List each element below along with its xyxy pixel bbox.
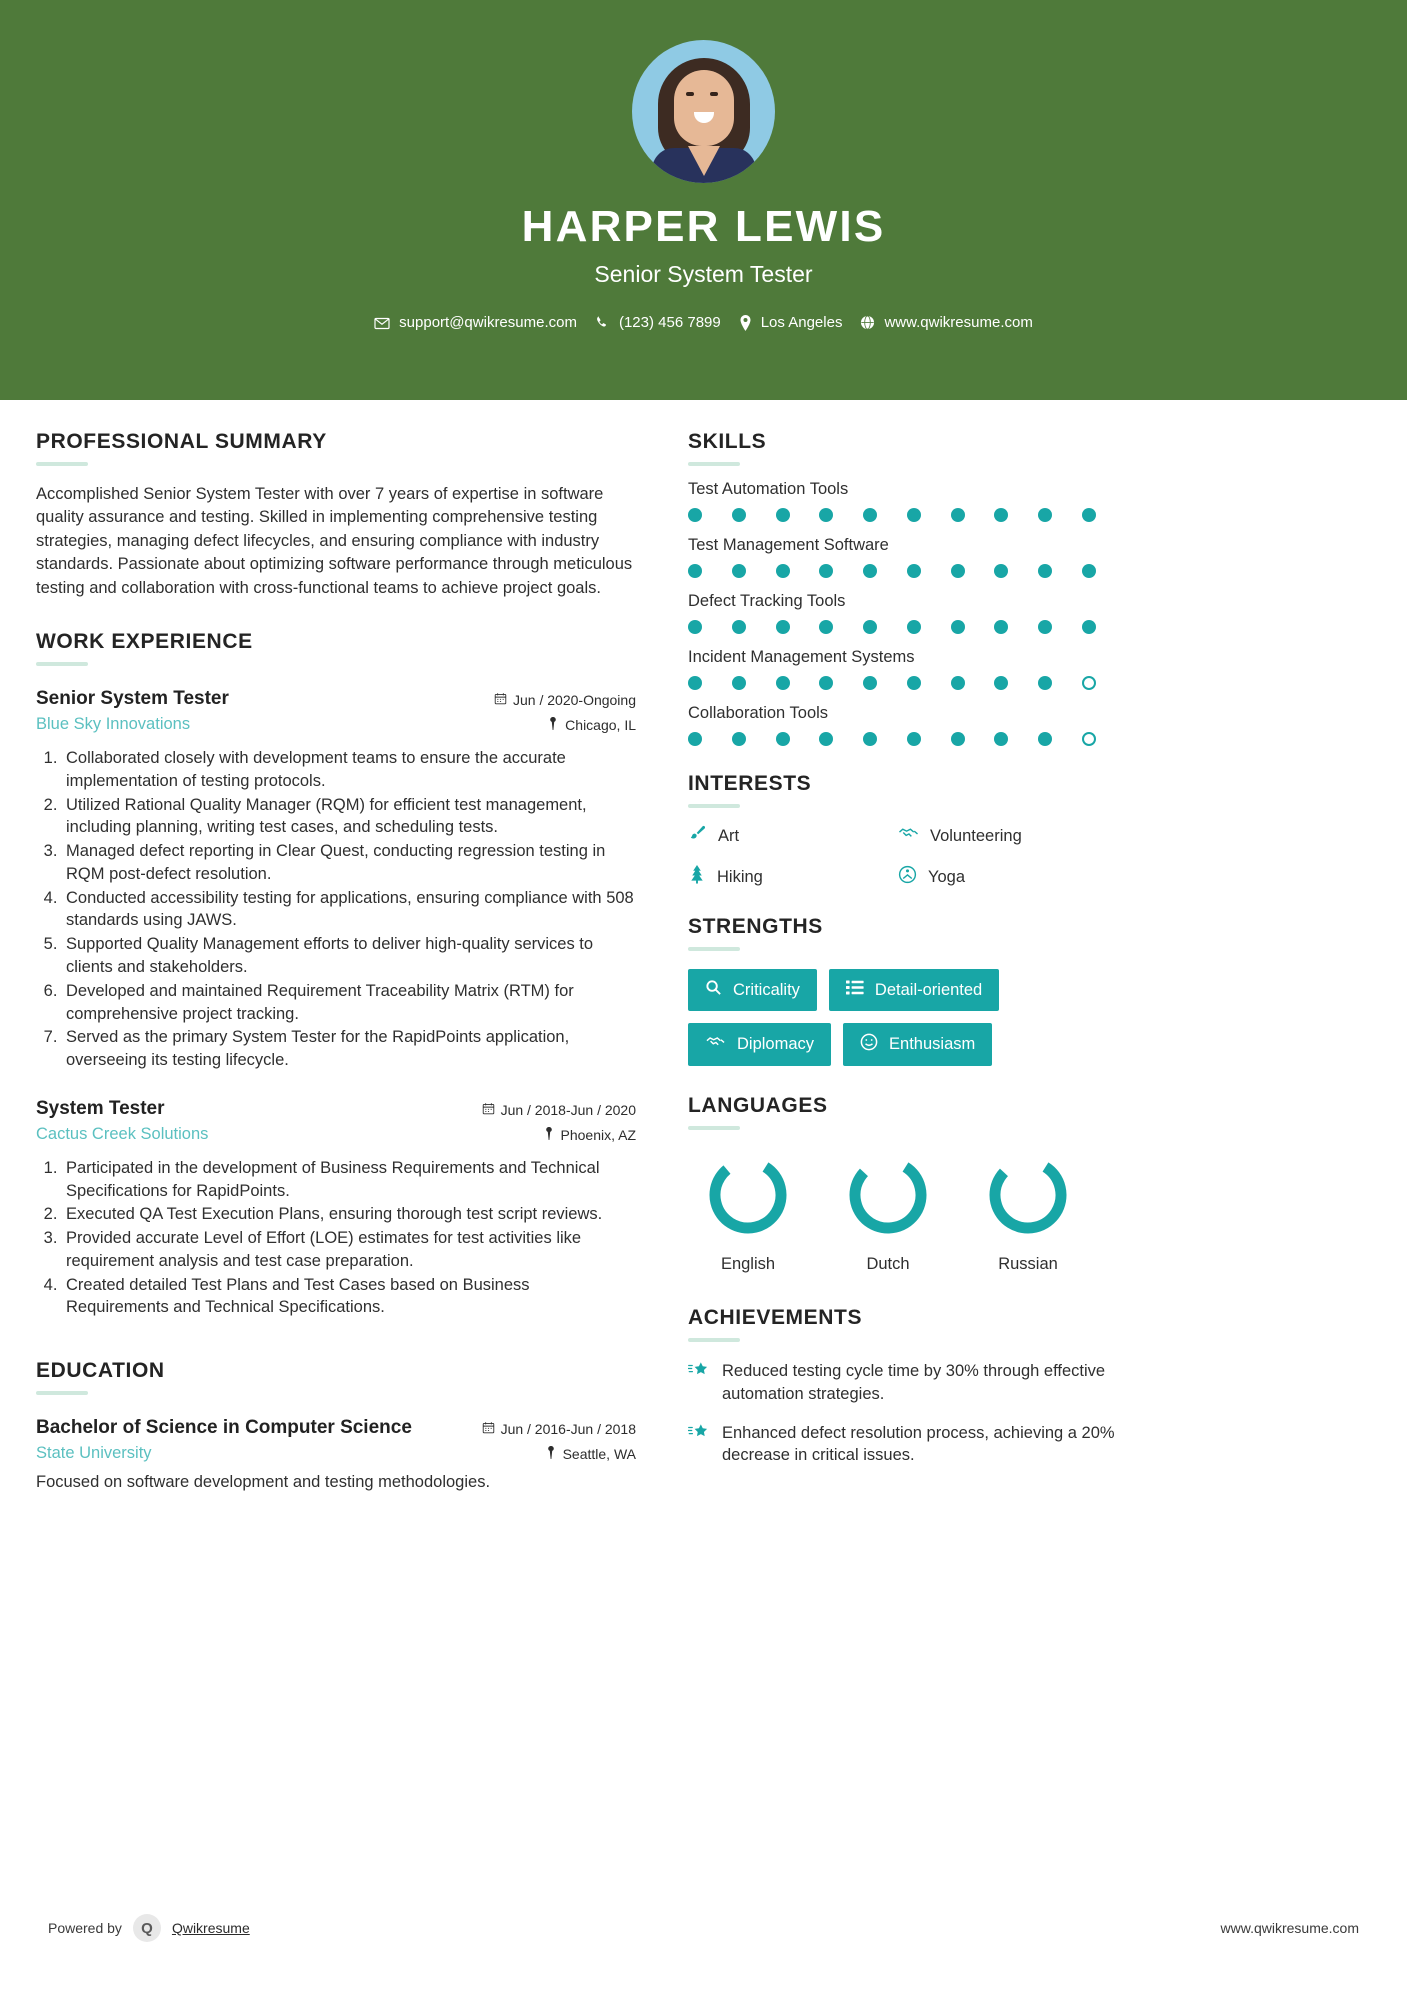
- section-achievements: [688, 1306, 1128, 1467]
- rating-dot-filled: [1038, 676, 1052, 690]
- candidate-name: HARPER LEWIS: [521, 202, 886, 251]
- rating-dot-filled: [1038, 732, 1052, 746]
- contact-row: [374, 314, 1033, 331]
- job-role: System Tester: [36, 1097, 165, 1119]
- rating-dot-filled: [732, 564, 746, 578]
- section-strengths: [688, 915, 1128, 1066]
- powered-by-label: Powered by: [48, 1920, 122, 1936]
- section-heading: INTERESTS: [688, 772, 812, 795]
- rating-dot-filled: [776, 508, 790, 522]
- rating-dot-filled: [776, 732, 790, 746]
- map-pin-icon: [543, 1127, 555, 1143]
- resume-footer: [0, 1914, 1407, 1942]
- interest-label: Art: [718, 826, 740, 845]
- rating-dot-filled: [951, 620, 965, 634]
- interest-item: [898, 865, 1128, 889]
- work-entry: [36, 688, 636, 1072]
- education-note: Focused on software development and testing methodologies.: [36, 1473, 491, 1492]
- interest-item: [898, 824, 1128, 848]
- paintbrush-icon: [688, 824, 707, 848]
- rating-dot-filled: [688, 564, 702, 578]
- rating-dot-filled: [951, 732, 965, 746]
- education-entry: [36, 1417, 636, 1492]
- rating-dot-filled: [1038, 564, 1052, 578]
- section-skills: [688, 430, 1128, 746]
- education-location: Seattle, WA: [562, 1446, 636, 1463]
- strengths-list: [688, 969, 1128, 1066]
- rating-dot-filled: [907, 620, 921, 634]
- rating-dot-filled: [819, 620, 833, 634]
- skill-item: [688, 648, 1128, 690]
- job-bullet: 4. Conducted accessibility testing for applications, ensuring compliance with 508 standards using JAWS.: [62, 887, 636, 933]
- qwikresume-link[interactable]: Qwikresume: [171, 1920, 250, 1936]
- rating-dot-filled: [688, 508, 702, 522]
- rating-dot-filled: [863, 508, 877, 522]
- rating-dot-filled: [951, 564, 965, 578]
- section-underline: [36, 462, 88, 466]
- job-bullet: 3. Managed defect reporting in Clear Quest, conducting regression testing in RQM post-defect resolution.: [62, 840, 636, 886]
- language-donut: [985, 1152, 1071, 1238]
- footer-website[interactable]: www.qwikresume.com: [1220, 1920, 1359, 1936]
- work-entry: [36, 1098, 636, 1319]
- rating-dot-filled: [819, 564, 833, 578]
- rating-dot-filled: [863, 732, 877, 746]
- calendar-icon: [482, 1421, 495, 1437]
- achievement-text: Reduced testing cycle time by 30% through effective automation strategies.: [722, 1362, 1106, 1403]
- achievement-item: [688, 1360, 1128, 1406]
- section-underline: [36, 662, 88, 666]
- contact-website-text: www.qwikresume.com: [884, 314, 1033, 331]
- job-location: Phoenix, AZ: [560, 1126, 636, 1143]
- right-column: [688, 430, 1128, 1492]
- rating-dot-filled: [688, 732, 702, 746]
- section-heading: WORK EXPERIENCE: [36, 630, 253, 654]
- section-underline: [688, 1338, 740, 1342]
- skill-rating: [688, 508, 1096, 522]
- envelope-icon: [374, 315, 390, 331]
- rating-dot-filled: [776, 620, 790, 634]
- rating-dot-filled: [863, 676, 877, 690]
- language-donut: [845, 1152, 931, 1238]
- job-company: Blue Sky Innovations: [36, 715, 191, 734]
- job-bullet: 3. Provided accurate Level of Effort (LOE) estimates for test activities like requirement analysis and test case preparation.: [62, 1227, 636, 1273]
- map-pin-icon: [545, 1446, 557, 1462]
- job-bullet: 2. Utilized Rational Quality Manager (RQM) for efficient test management, including planning, writing test cases, and scheduling tests.: [62, 794, 636, 840]
- section-professional-summary: [36, 430, 636, 600]
- section-underline: [688, 1126, 740, 1130]
- resume-body: [0, 400, 1407, 1492]
- contact-email[interactable]: [374, 314, 577, 331]
- rating-dot-filled: [1082, 620, 1096, 634]
- job-bullet: 1. Collaborated closely with development teams to ensure the accurate implementation of testing protocols.: [62, 747, 636, 793]
- rating-dot-filled: [994, 564, 1008, 578]
- skill-label: Test Automation Tools: [688, 480, 849, 498]
- job-dates: Jun / 2020-Ongoing: [513, 692, 636, 709]
- contact-location: [739, 314, 843, 331]
- strength-chip-criticality: [688, 969, 817, 1011]
- list-icon: [846, 979, 864, 1001]
- rating-dot-filled: [907, 732, 921, 746]
- rating-dot-filled: [732, 732, 746, 746]
- rating-dot-filled: [1038, 620, 1052, 634]
- skill-rating: [688, 676, 1096, 690]
- rating-dot-filled: [819, 676, 833, 690]
- location-pin-icon: [739, 315, 752, 331]
- rating-dot-filled: [907, 508, 921, 522]
- yoga-icon: [898, 865, 917, 889]
- rating-dot-filled: [732, 620, 746, 634]
- rating-dot-filled: [819, 732, 833, 746]
- resume-header: [0, 0, 1407, 400]
- skill-label: Defect Tracking Tools: [688, 592, 846, 610]
- rating-dot-filled: [951, 676, 965, 690]
- job-bullet: 5. Supported Quality Management efforts to deliver high-quality services to clients and stakeholders.: [62, 933, 636, 979]
- globe-icon: [860, 315, 875, 330]
- strength-chip-enthusiasm: [843, 1023, 992, 1066]
- language-item: [828, 1152, 948, 1274]
- skill-rating: [688, 732, 1096, 746]
- strength-label: Enthusiasm: [889, 1035, 976, 1053]
- section-heading: EDUCATION: [36, 1359, 165, 1383]
- language-label: Russian: [998, 1255, 1058, 1273]
- language-label: English: [720, 1255, 776, 1273]
- section-heading: ACHIEVEMENTS: [688, 1306, 863, 1329]
- strength-label: Detail-oriented: [874, 980, 983, 999]
- star-badge-icon: [688, 1422, 710, 1448]
- section-languages: [688, 1094, 1128, 1274]
- contact-phone-text: (123) 456 7899: [618, 314, 721, 331]
- job-bullet: 1. Participated in the development of Business Requirements and Technical Specifications for RapidPoints.: [62, 1157, 636, 1203]
- strength-chip-diplomacy: [688, 1023, 831, 1066]
- rating-dot-filled: [732, 508, 746, 522]
- job-dates: Jun / 2018-Jun / 2020: [500, 1101, 636, 1118]
- rating-dot-filled: [776, 676, 790, 690]
- interest-label: Volunteering: [930, 826, 1022, 845]
- skill-item: [688, 592, 1128, 634]
- skills-list: [688, 480, 1128, 746]
- phone-icon: [595, 315, 610, 330]
- job-bullet: 4. Created detailed Test Plans and Test Cases based on Business Requirements and Technical Specifications.: [62, 1274, 636, 1320]
- strength-label: Diplomacy: [737, 1035, 815, 1053]
- skill-label: Incident Management Systems: [688, 648, 915, 666]
- achievement-item: [688, 1422, 1128, 1468]
- skill-rating: [688, 564, 1096, 578]
- map-pin-icon: [547, 717, 559, 733]
- smiley-icon: [860, 1033, 878, 1056]
- contact-website[interactable]: [860, 314, 1032, 331]
- job-bullet: 2. Executed QA Test Execution Plans, ensuring thorough test script reviews.: [62, 1203, 636, 1226]
- section-heading: PROFESSIONAL SUMMARY: [36, 430, 327, 453]
- rating-dot-filled: [688, 620, 702, 634]
- rating-dot-filled: [863, 564, 877, 578]
- achievements-list: [688, 1360, 1128, 1467]
- achievement-text: Enhanced defect resolution process, achieving a 20% decrease in critical issues.: [722, 1423, 1115, 1465]
- strength-label: Criticality: [733, 980, 800, 999]
- skill-item: [688, 536, 1128, 578]
- rating-dot-empty: [1082, 732, 1096, 746]
- interest-label: Hiking: [717, 867, 763, 886]
- skill-item: [688, 480, 1128, 522]
- section-interests: [688, 772, 1128, 889]
- rating-dot-filled: [994, 508, 1008, 522]
- rating-dot-filled: [907, 676, 921, 690]
- skill-label: Test Management Software: [688, 536, 889, 554]
- interest-label: Yoga: [928, 867, 966, 886]
- rating-dot-filled: [951, 508, 965, 522]
- left-column: [36, 430, 636, 1492]
- languages-list: [688, 1152, 1088, 1274]
- section-underline: [36, 1391, 88, 1395]
- section-education: [36, 1359, 636, 1492]
- rating-dot-filled: [1038, 508, 1052, 522]
- rating-dot-filled: [819, 508, 833, 522]
- job-bullets: [36, 747, 636, 1072]
- rating-dot-filled: [1082, 508, 1096, 522]
- strength-chip-detail-oriented: [829, 969, 999, 1011]
- candidate-job-title: Senior System Tester: [594, 261, 813, 287]
- section-heading: STRENGTHS: [688, 915, 823, 938]
- handshake-icon: [898, 824, 919, 848]
- rating-dot-filled: [994, 732, 1008, 746]
- star-badge-icon: [688, 1360, 710, 1386]
- rating-dot-filled: [688, 676, 702, 690]
- pine-tree-icon: [688, 865, 706, 889]
- avatar: [632, 40, 775, 183]
- rating-dot-filled: [776, 564, 790, 578]
- contact-phone[interactable]: [595, 314, 721, 331]
- rating-dot-filled: [907, 564, 921, 578]
- job-bullet: 6. Developed and maintained Requirement Traceability Matrix (RTM) for comprehensive project tracking.: [62, 980, 636, 1026]
- education-school: State University: [36, 1444, 152, 1463]
- rating-dot-filled: [732, 676, 746, 690]
- job-location: Chicago, IL: [565, 717, 636, 734]
- summary-text: Accomplished Senior System Tester with over 7 years of expertise in software quality assurance and testing. Skilled in implementing comprehensive testing strategies, managing defect lifecycles, and ensuring compliance with industry standards. Passionate about optimizing software performance through meticulous testing and collaboration with cross-functional teams to achieve project goals.: [36, 485, 633, 597]
- interest-item: [688, 824, 898, 848]
- rating-dot-empty: [1082, 676, 1096, 690]
- skill-label: Collaboration Tools: [688, 704, 829, 722]
- section-work-experience: [36, 630, 636, 1319]
- language-item: [688, 1152, 808, 1274]
- avatar-photo: [632, 40, 775, 183]
- job-bullet: 7. Served as the primary System Tester for the RapidPoints application, overseeing its testing lifecycle.: [62, 1026, 636, 1072]
- section-underline: [688, 804, 740, 808]
- contact-email-text: support@qwikresume.com: [399, 314, 577, 331]
- calendar-icon: [482, 1102, 495, 1118]
- language-label: Dutch: [866, 1255, 910, 1273]
- education-degree: Bachelor of Science in Computer Science: [36, 1417, 412, 1439]
- rating-dot-filled: [863, 620, 877, 634]
- section-underline: [688, 947, 740, 951]
- interests-grid: [688, 824, 1128, 889]
- contact-location-text: Los Angeles: [760, 314, 843, 331]
- language-item: [968, 1152, 1088, 1274]
- rating-dot-filled: [994, 676, 1008, 690]
- section-underline: [688, 462, 740, 466]
- interest-item: [688, 865, 898, 889]
- rating-dot-filled: [1082, 564, 1096, 578]
- skill-rating: [688, 620, 1096, 634]
- skill-item: [688, 704, 1128, 746]
- calendar-icon: [494, 692, 507, 708]
- section-heading: LANGUAGES: [688, 1094, 828, 1117]
- handshake-icon: [705, 1033, 726, 1056]
- language-donut: [705, 1152, 791, 1238]
- section-heading: SKILLS: [688, 430, 767, 453]
- qwikresume-logo-icon: Q: [133, 1914, 161, 1942]
- rating-dot-filled: [994, 620, 1008, 634]
- job-bullets: [36, 1157, 636, 1319]
- job-company: Cactus Creek Solutions: [36, 1124, 209, 1143]
- magnifier-icon: [705, 979, 722, 1001]
- education-dates: Jun / 2016-Jun / 2018: [500, 1421, 636, 1438]
- job-role: Senior System Tester: [36, 688, 229, 710]
